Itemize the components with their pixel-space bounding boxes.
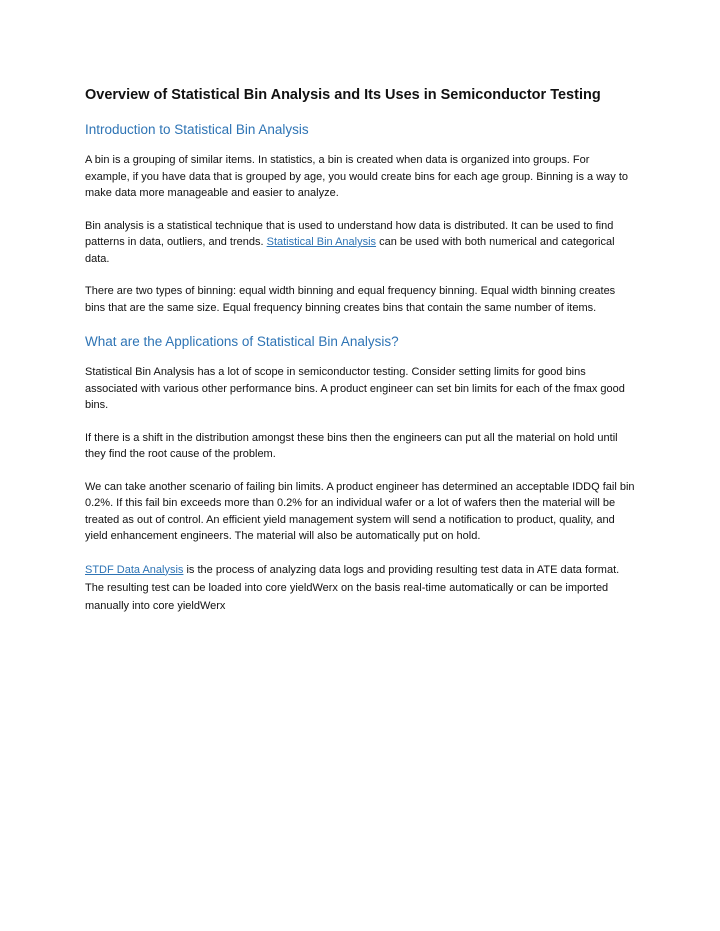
document-title: Overview of Statistical Bin Analysis and Its Uses in Semiconductor Testing — [85, 87, 601, 103]
paragraph-binning-types: There are two types of binning: equal width binning and equal frequency binning. Equal width binning creates bins that are the same size. Equal frequency binning creates bins that contain the same number of items. — [85, 285, 616, 314]
paragraph-bin-analysis — [85, 218, 637, 268]
paragraph-text: Bin analysis is a statistical technique that is used to understand how data is distributed. It can be used to find patterns in data, outliers, and trends. — [85, 219, 614, 248]
paragraph-distribution-shift: If there is a shift in the distribution amongst these bins then the engineers can put all the material on hold until they find the root cause of the problem. — [85, 431, 618, 460]
paragraph-stdf-analysis — [85, 561, 637, 615]
paragraph-semiconductor-scope: Statistical Bin Analysis has a lot of scope in semiconductor testing. Consider setting limits for good bins associated with various other performance bins. A product engineer can set bin limits for each of the fmax good bins. — [85, 366, 625, 411]
paragraph-text: can be used with both numerical and categorical data. — [85, 236, 615, 265]
paragraph-bin-definition: A bin is a grouping of similar items. In statistics, a bin is created when data is organized into groups. For example, if you have data that is grouped by age, you would create bins for each age group. Binning is a way to make data more manageable and easier to analyze. — [85, 154, 629, 199]
paragraph-failing-bin-scenario: We can take another scenario of failing bin limits. A product engineer has determined an acceptable IDDQ fail bin 0.2%. If this fail bin exceeds more than 0.2% for an individual wafer or a lot of wafers then the material will be treated as out of control. An efficient yield management system will send a notification to product, quality, and yield enhancement engineers. The material will also be automatically put on hold. — [85, 480, 635, 542]
section-heading-applications: What are the Applications of Statistical Bin Analysis? — [85, 334, 399, 349]
paragraph-text: is the process of analyzing data logs and providing resulting test data in ATE data format. The resulting test can be loaded into core yieldWerx on the basis real-time automatically or can be imported manually into core yieldWerx — [85, 563, 620, 612]
stdf-data-analysis-link[interactable]: STDF Data Analysis — [85, 563, 184, 576]
statistical-bin-analysis-link[interactable]: Statistical Bin Analysis — [266, 236, 377, 248]
document-body — [85, 84, 637, 631]
section-heading-introduction: Introduction to Statistical Bin Analysis — [85, 122, 309, 137]
